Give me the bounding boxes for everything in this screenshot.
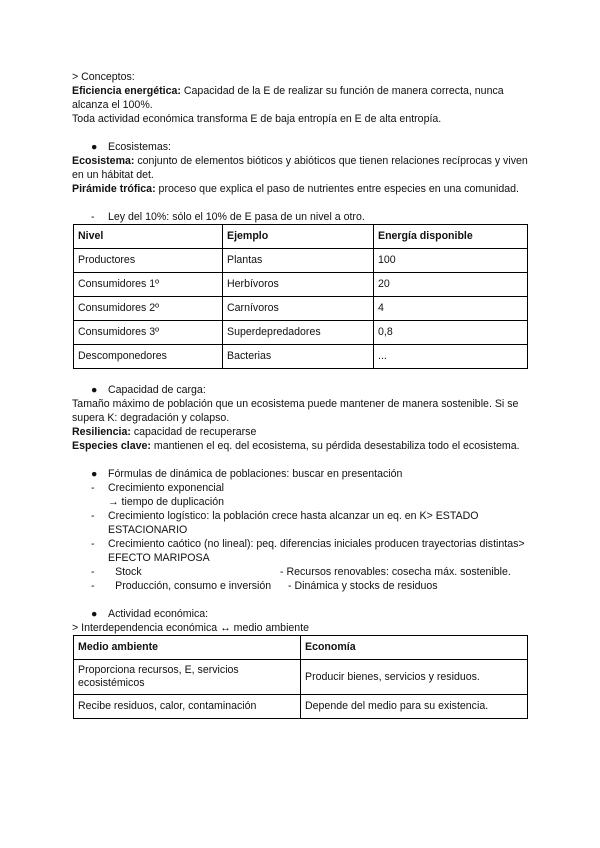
eficiencia-term: Eficiencia energética:: [72, 85, 181, 97]
table-cell: Consumidores 2º: [74, 297, 223, 321]
table-cell: 0,8: [374, 321, 528, 345]
table-cell: Recibe residuos, calor, contaminación: [74, 695, 301, 719]
list-item: - Crecimiento caótico (no lineal): peq. diferencias iniciales producen trayectorias distintas> EFECTO MARIPOSA: [91, 538, 525, 564]
table-header-row: [74, 225, 528, 249]
stock-item: - Stock: [91, 566, 142, 578]
list-item-pair: [72, 565, 528, 579]
dinamica-heading: ● Fórmulas de dinámica de poblaciones: buscar en presentación: [91, 468, 403, 480]
residuos-item: - Dinámica y stocks de residuos: [288, 580, 438, 592]
table-cell: Depende del medio para su existencia.: [301, 695, 528, 719]
ley-10-item: - Ley del 10%: sólo el 10% de E pasa de un nivel a otro.: [91, 211, 365, 223]
renovables-item: - Recursos renovables: cosecha máx. sostenible.: [280, 566, 511, 578]
piramide-definition: proceso que explica el paso de nutrientes entre especies en una comunidad.: [155, 183, 519, 195]
table-header-cell: Economía: [301, 636, 528, 660]
table-row: [74, 660, 528, 695]
list-item: - Crecimiento logístico: la población crece hasta alcanzar un eq. en K> ESTADO ESTACIONARIO: [91, 510, 479, 536]
ecosistema-definition: conjunto de elementos bióticos y abióticos que tienen relaciones recíprocas y viven en un hábitat det.: [72, 155, 528, 181]
table-cell: Descomponedores: [74, 345, 223, 369]
table-cell: Herbívoros: [223, 273, 374, 297]
table-cell: ...: [374, 345, 528, 369]
table-header-cell: Medio ambiente: [74, 636, 301, 660]
table-cell: Productores: [74, 249, 223, 273]
bullet-icon: ●: [91, 468, 98, 480]
resiliencia-paragraph: [72, 425, 528, 439]
table-header-cell: Energía disponible: [374, 225, 528, 249]
bullet-icon: ●: [91, 608, 98, 620]
list-item: - Crecimiento exponencial: [91, 482, 225, 494]
table-row: [74, 695, 528, 719]
table-cell: Bacterias: [223, 345, 374, 369]
piramide-paragraph: [72, 182, 528, 196]
table-cell: 4: [374, 297, 528, 321]
table-cell: Proporciona recursos, E, servicios ecosistémicos: [74, 660, 301, 695]
produccion-item: - Producción, consumo e inversión: [91, 580, 272, 592]
eficiencia-paragraph: [72, 84, 528, 112]
especies-paragraph: [72, 439, 528, 453]
piramide-term: Pirámide trófica:: [72, 183, 156, 195]
bullet-icon: ●: [91, 141, 98, 153]
table-row: [74, 297, 528, 321]
carga-definition: Tamaño máximo de población que un ecosistema puede mantener de manera sostenible. Si se supera K: degradación y colapso.: [72, 398, 519, 424]
table-header-cell: Nivel: [74, 225, 223, 249]
list-item-sub: → tiempo de duplicación: [108, 496, 225, 508]
list-item-pair: [72, 579, 528, 593]
table-row: [74, 345, 528, 369]
table-cell: Carnívoros: [223, 297, 374, 321]
table-cell: Plantas: [223, 249, 374, 273]
resiliencia-term: Resiliencia:: [72, 426, 131, 438]
table-row: [74, 249, 528, 273]
entropia-paragraph: Toda actividad económica transforma E de baja entropía en E de alta entropía.: [72, 113, 442, 125]
table-cell: Superdepredadores: [223, 321, 374, 345]
table-header-cell: Ejemplo: [223, 225, 374, 249]
table-row: [74, 273, 528, 297]
table-cell: Producir bienes, servicios y residuos.: [301, 660, 528, 695]
ecosistemas-heading: ● Ecosistemas:: [91, 141, 171, 153]
table-header-row: [74, 636, 528, 660]
carga-heading: ● Capacidad de carga:: [91, 384, 206, 396]
ecosistema-paragraph: [72, 154, 528, 182]
resiliencia-definition: capacidad de recuperarse: [130, 426, 257, 438]
table-cell: Consumidores 1º: [74, 273, 223, 297]
especies-term: Especies clave:: [72, 440, 151, 452]
especies-definition: mantienen el eq. del ecosistema, su pérdida desestabiliza todo el ecosistema.: [150, 440, 520, 452]
table-row: [74, 321, 528, 345]
econ-table: [73, 635, 528, 719]
trophic-table: [73, 224, 528, 369]
table-cell: 100: [374, 249, 528, 273]
actividad-heading: ● Actividad económica:: [91, 608, 209, 620]
interdependencia-line: > Interdependencia económica ↔ medio ambiente: [72, 622, 310, 634]
conceptos-heading: > Conceptos:: [72, 71, 135, 83]
table-cell: Consumidores 3º: [74, 321, 223, 345]
bullet-icon: ●: [91, 384, 98, 396]
table-cell: 20: [374, 273, 528, 297]
ecosistema-term: Ecosistema:: [72, 155, 135, 167]
document-page: [72, 70, 528, 719]
eficiencia-definition: Capacidad de la E de realizar su función de manera correcta, nunca alcanza el 100%.: [72, 85, 504, 111]
